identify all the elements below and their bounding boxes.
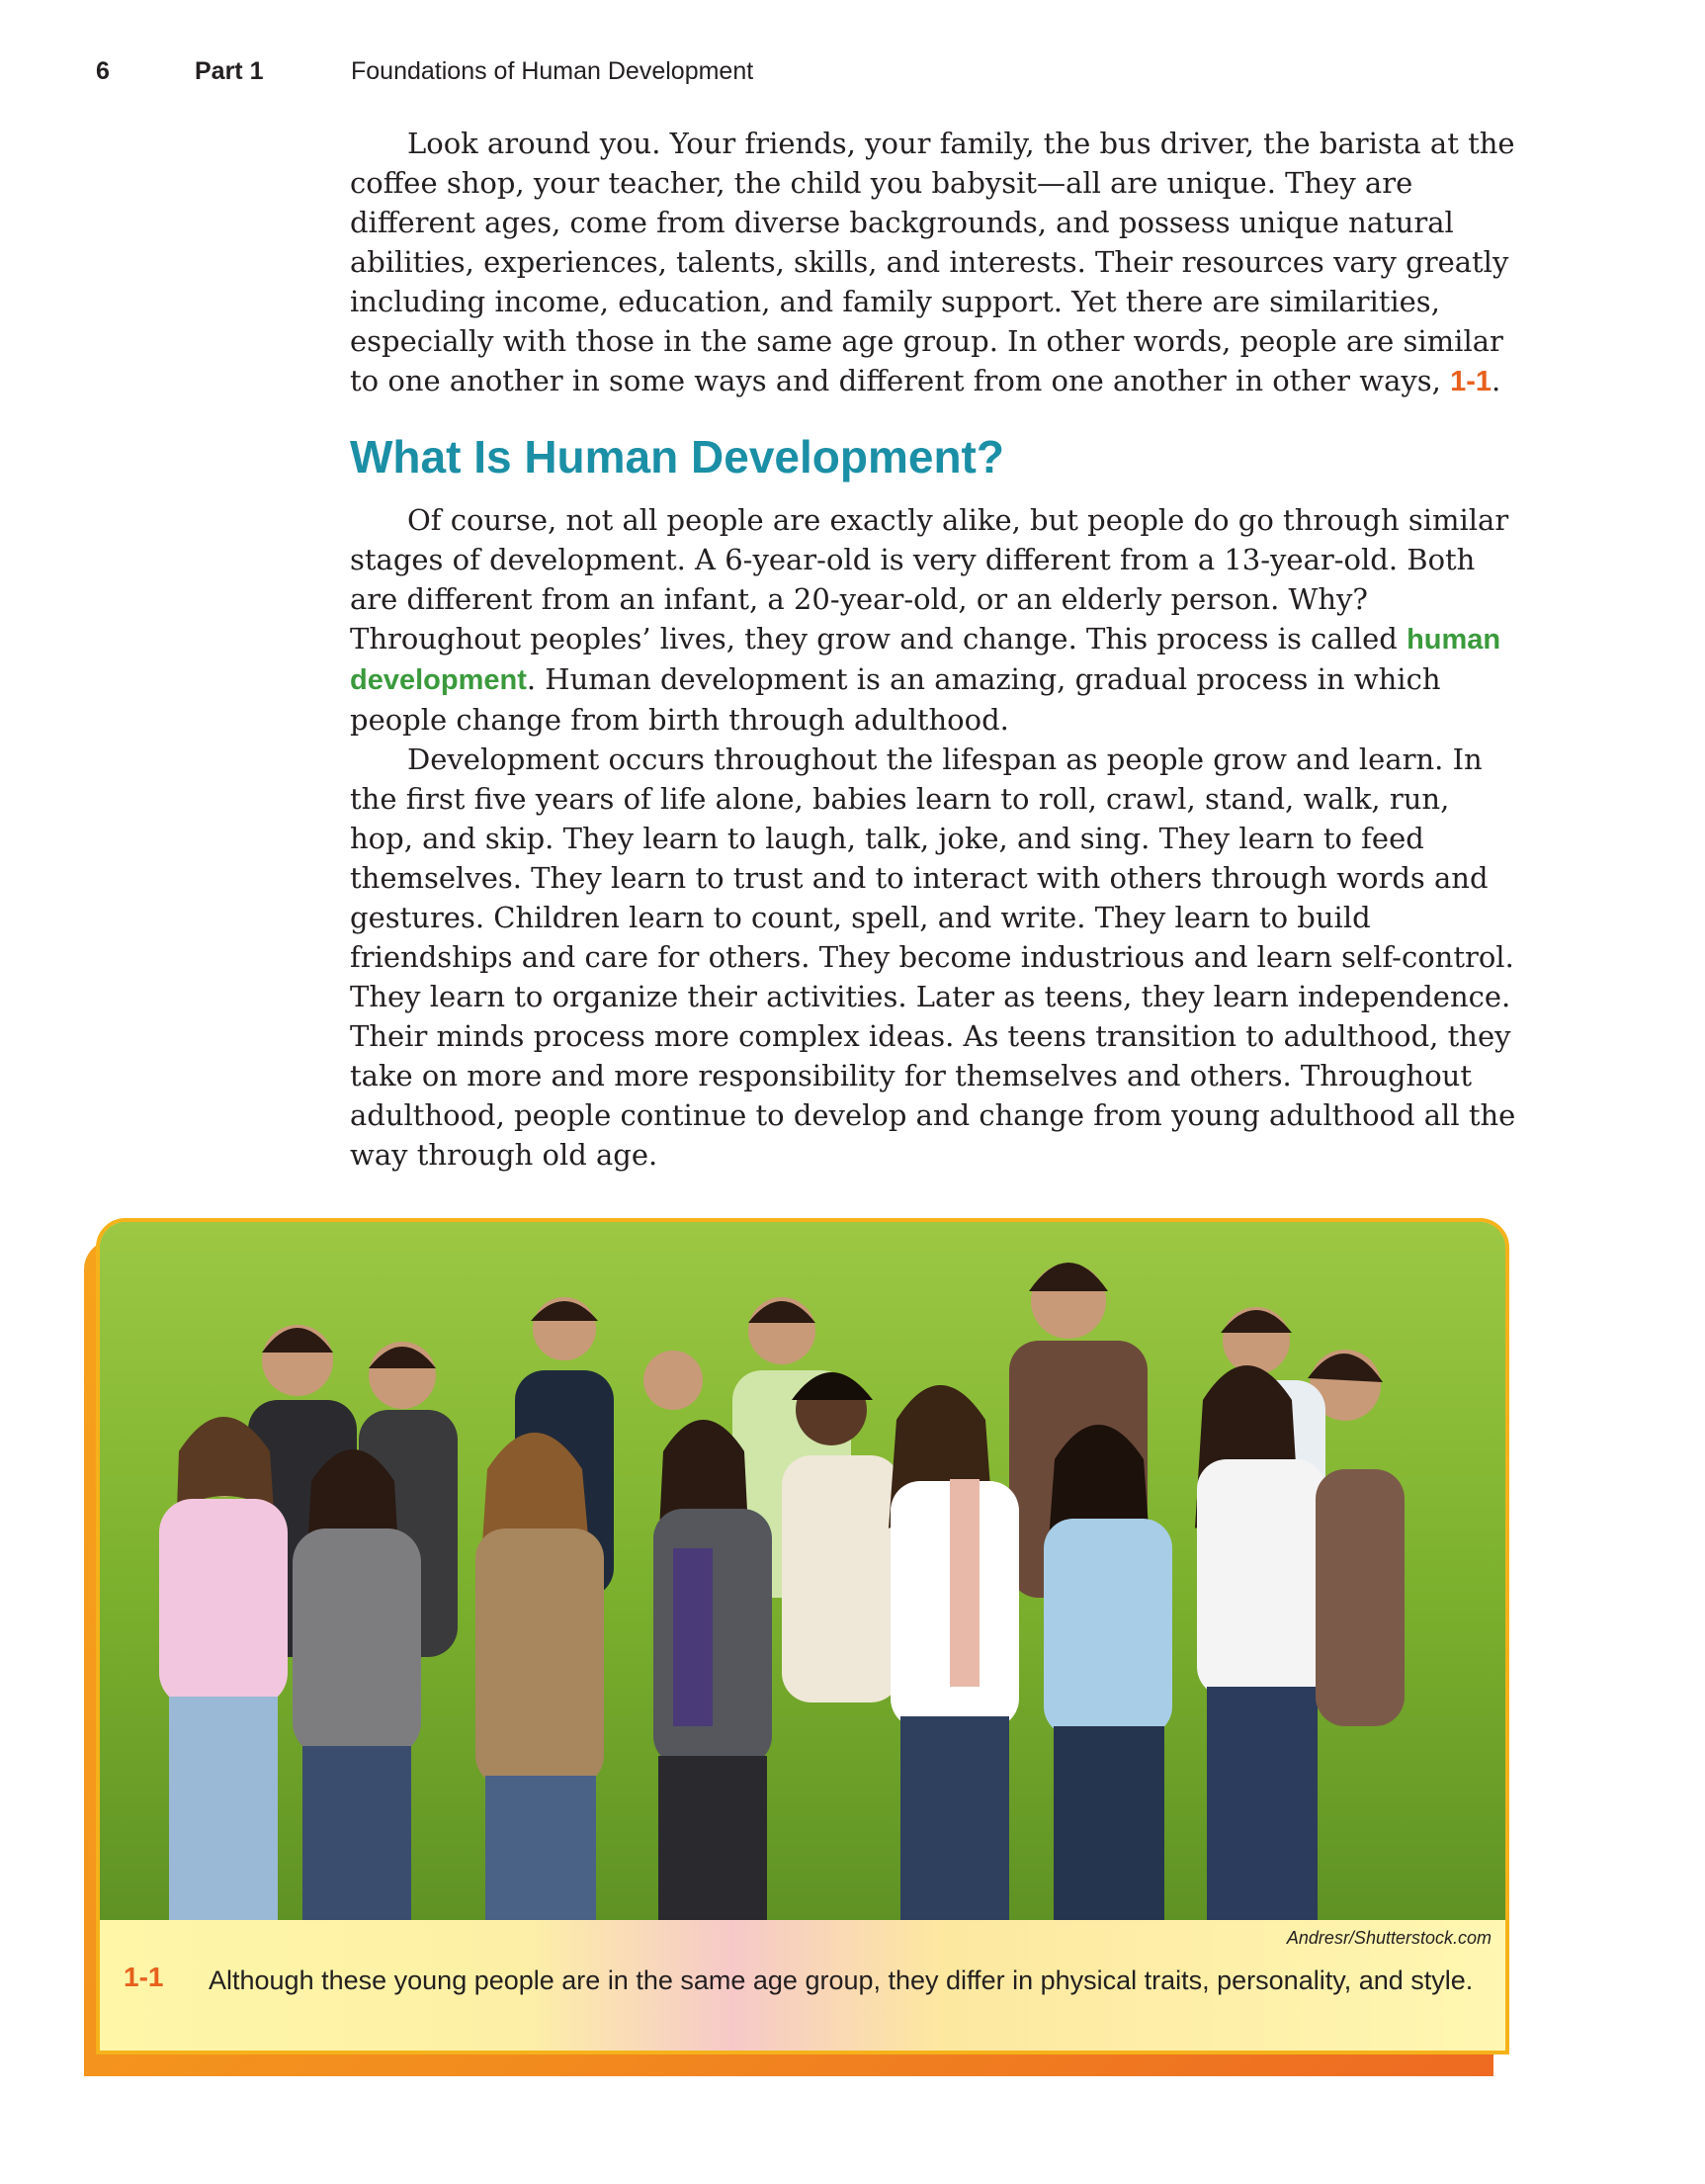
section-heading: What Is Human Development? — [350, 431, 1004, 482]
photo-credit: Andresr/Shutterstock.com — [1286, 1928, 1492, 1948]
figure-caption: Although these young people are in the same age group, they differ in physical traits, personality, and style. — [209, 1966, 1474, 1995]
part-label: Part 1 — [195, 57, 264, 85]
figure-caption-area — [100, 1920, 1505, 2051]
figure-number: 1-1 — [124, 1962, 164, 1992]
paragraph-2: Development occurs throughout the lifespan as people grow and learn. In the first five years of life alone, babies learn to roll, crawl, stand, walk, run, hop, and skip. They learn to laugh, talk, joke, and sing. They learn to feed themselves. They learn to trust and to interact with others through words and gestures. Children learn to count, spell, and write. They learn to build friendships and care for others. They become industrious and learn self-control. They learn to organize their activities. Later as teens, they learn independence. Their minds process more complex ideas. As teens transition to adulthood, they take on more and more responsibility for themselves and others. Throughout adulthood, people continue to develop and change from young adulthood all the way through old age. — [350, 743, 1516, 1172]
group-photo-illustration — [100, 1222, 1505, 1920]
intro-end: . — [1492, 364, 1501, 397]
intro-text: Look around you. Your friends, your family, the bus driver, the barista at the coffee shop, your teacher, the child you babysit—all are unique. They are different ages, come from diverse backgrounds, and possess unique natural abilities, experiences, talents, skills, and interests. Their resources vary greatly including income, education, and family support. Yet there are similarities, especially with those in the same age group. In other words, people are similar to one another in some ways and different from one another in other ways, — [350, 127, 1515, 397]
paragraph-1-end: . Human development is an amazing, gradual process in which people change from birth through adulthood. — [350, 662, 1441, 737]
chapter-title: Foundations of Human Development — [351, 57, 754, 85]
body-text — [350, 124, 1516, 1175]
paragraph-1-text: Of course, not all people are exactly alike, but people do go through similar stages of development. A 6-year-old is very different from a 13-year-old. Both are different from an infant, a 20-year-old, or an elderly person. Why? Throughout peoples’ lives, they grow and change. This process is called — [350, 503, 1509, 655]
group-photo — [100, 1222, 1505, 1920]
intro-paragraph — [350, 124, 1516, 401]
running-head — [96, 57, 1586, 93]
paragraph-1 — [350, 500, 1516, 740]
figure-reference[interactable]: 1-1 — [1450, 366, 1492, 397]
figure-frame — [96, 1218, 1509, 2054]
page-number: 6 — [96, 57, 110, 85]
figure-1-1 — [84, 1218, 1515, 2076]
key-term[interactable]: human development — [350, 624, 1501, 696]
